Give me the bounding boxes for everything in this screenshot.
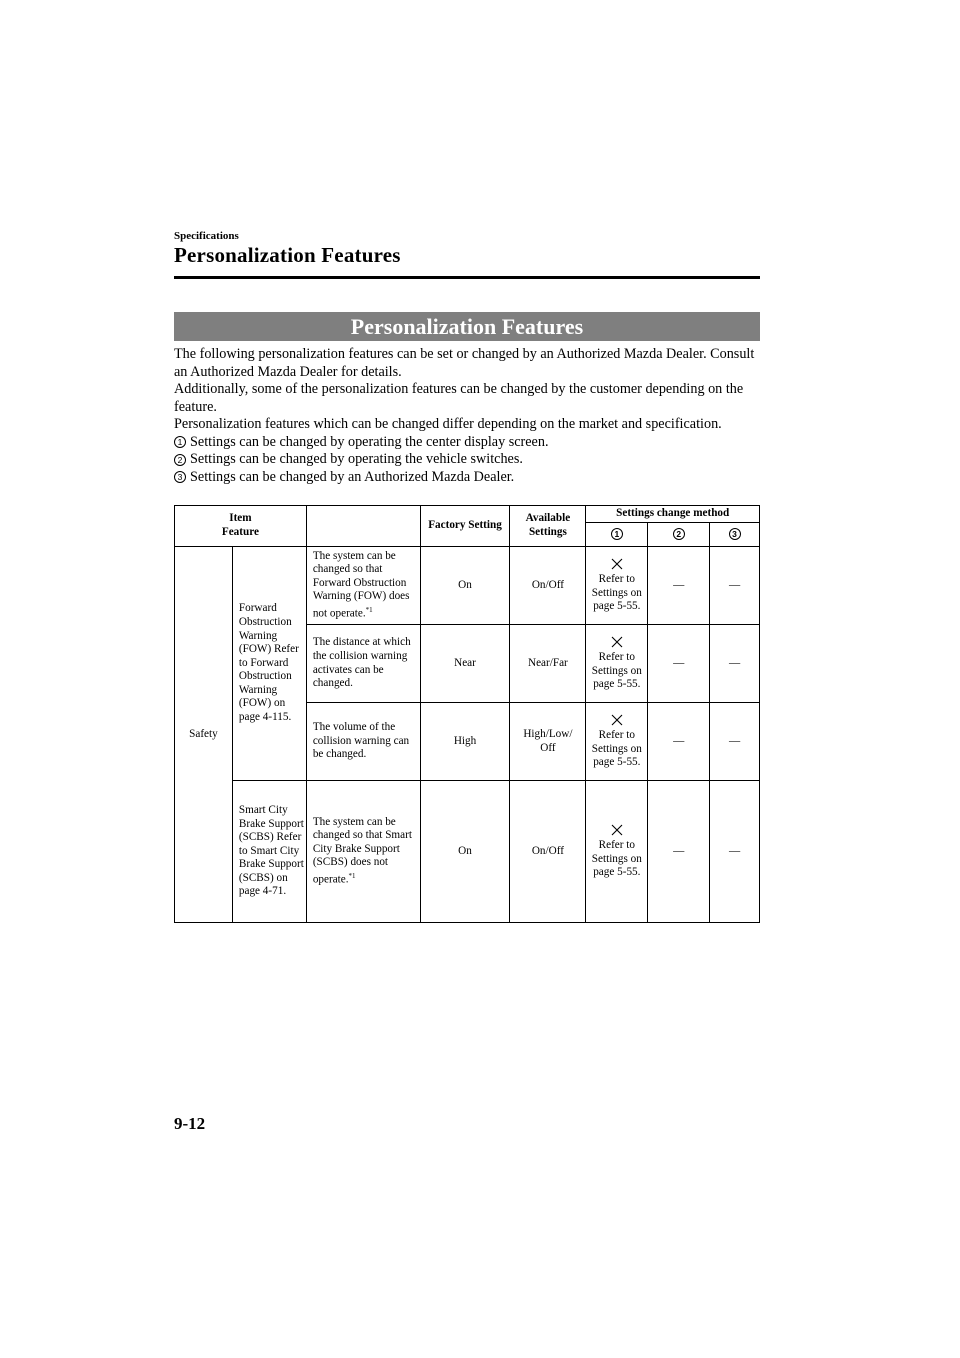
item-cell: Safety xyxy=(175,547,233,923)
available-settings: High/Low/ Off xyxy=(510,703,586,781)
method-1-cell: Refer to Settings on page 5-55. xyxy=(586,625,648,703)
header-method-3 xyxy=(710,523,760,547)
available-settings: On/Off xyxy=(510,781,586,923)
feature-group-fow: Forward Obstruction Warning (FOW) Refer to Forward Obstruction Warning (FOW) on page 4-115. xyxy=(232,547,306,781)
cross-icon xyxy=(610,713,624,727)
section-title-bar: Personalization Features xyxy=(174,312,760,341)
available-settings: On/Off xyxy=(510,547,586,625)
feature-description: The volume of the collision warning can be changed. xyxy=(306,703,420,781)
cross-icon xyxy=(610,635,624,649)
header-method-2 xyxy=(648,523,710,547)
legend-text-2: Settings can be changed by operating the vehicle switches. xyxy=(190,451,523,467)
header-available-settings: Available Settings xyxy=(510,506,586,547)
cross-icon xyxy=(610,557,624,571)
method-1-cell: Refer to Settings on page 5-55. xyxy=(586,781,648,923)
header-feature: Feature xyxy=(221,526,259,538)
header-method-1 xyxy=(586,523,648,547)
factory-setting: Near xyxy=(420,625,510,703)
intro-paragraph-1: The following personalization features can be set or changed by an Authorized Mazda Dealer. Consult an Authorized Mazda Dealer for details. xyxy=(174,346,755,380)
table-row xyxy=(175,547,760,625)
heading-rule xyxy=(174,276,760,279)
method-3-cell: — xyxy=(710,547,760,625)
feature-description: The system can be changed so that Smart City Brake Support (SCBS) does not operate.$^{*1}$ xyxy=(306,781,420,923)
circled-number-3-icon: 3 xyxy=(729,528,741,540)
method-2-cell: — xyxy=(648,625,710,703)
circled-number-3-icon: 3 xyxy=(174,471,186,483)
factory-setting: On xyxy=(420,781,510,923)
header-item: ItemFeature xyxy=(175,506,307,547)
personalization-table xyxy=(174,505,760,923)
method-2-cell: — xyxy=(648,781,710,923)
method-1-cell: Refer to Settings on page 5-55. xyxy=(586,547,648,625)
factory-setting: On xyxy=(420,547,510,625)
circled-number-1-icon: 1 xyxy=(174,436,186,448)
intro-paragraph-2: Additionally, some of the personalization features can be changed by the customer depending on the feature. xyxy=(174,381,744,415)
available-settings: Near/Far xyxy=(510,625,586,703)
intro-text xyxy=(174,346,760,486)
legend-text-3: Settings can be changed by an Authorized Mazda Dealer. xyxy=(190,468,515,485)
legend-item-2 xyxy=(174,451,760,469)
method-3-cell: — xyxy=(710,625,760,703)
header-feature-spacer xyxy=(306,506,420,547)
section-label: Specifications xyxy=(174,230,239,242)
method-3-cell: — xyxy=(710,781,760,923)
legend-item-1 xyxy=(174,434,760,452)
method-2-cell: — xyxy=(648,703,710,781)
feature-description: The distance at which the collision warning activates can be changed. xyxy=(306,625,420,703)
legend-text-1: Settings can be changed by operating the center display screen. xyxy=(190,433,549,450)
method-2-cell: — xyxy=(648,547,710,625)
feature-group-scbs: Smart City Brake Support (SCBS) Refer to Smart City Brake Support (SCBS) on page 4-71. xyxy=(232,781,306,923)
method-1-cell: Refer to Settings on page 5-55. xyxy=(586,703,648,781)
page-heading: Personalization Features xyxy=(174,243,401,267)
cross-icon xyxy=(610,823,624,837)
table-row xyxy=(175,781,760,923)
header-settings-change-method: Settings change method xyxy=(586,506,760,523)
header-factory-setting: Factory Setting xyxy=(420,506,510,547)
legend-item-3 xyxy=(174,469,760,487)
circled-number-2-icon: 2 xyxy=(673,528,685,540)
page-number: 9-12 xyxy=(174,1114,206,1133)
factory-setting: High xyxy=(420,703,510,781)
circled-number-1-icon: 1 xyxy=(611,528,623,540)
intro-paragraph-3: Personalization features which can be changed differ depending on the market and specification. xyxy=(174,416,722,432)
circled-number-2-icon: 2 xyxy=(174,454,186,466)
method-3-cell: — xyxy=(710,703,760,781)
feature-description: The system can be changed so that Forward Obstruction Warning (FOW) does not operate.$^{*1}$ xyxy=(306,547,420,625)
